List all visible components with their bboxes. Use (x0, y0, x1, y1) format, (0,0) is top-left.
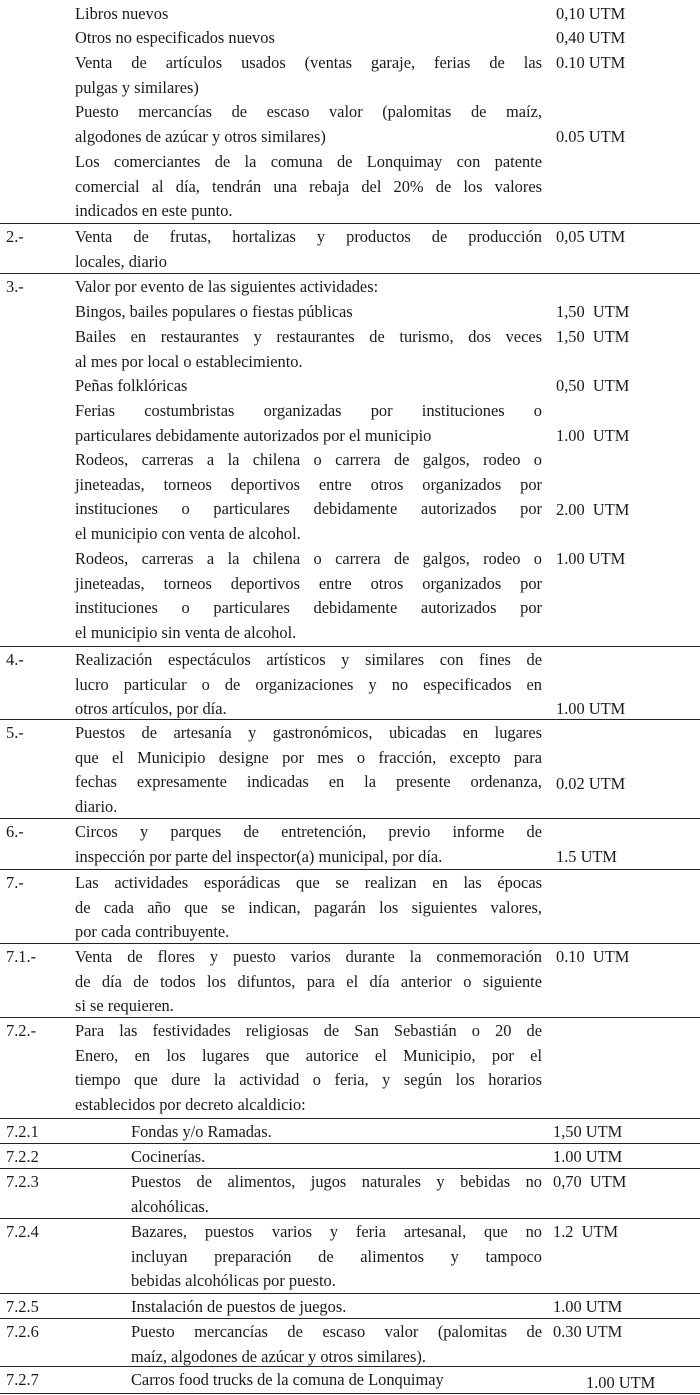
item-description-line: el municipio sin venta de alcohol. (75, 622, 297, 642)
row-divider (0, 818, 700, 819)
row-divider (0, 1218, 700, 1219)
item-value: 0,70 UTM (553, 1172, 627, 1191)
item-number: 7.2.1 (6, 1122, 39, 1141)
item-value: 0,50 UTM (556, 376, 630, 395)
item-description-line: Rodeos, carreras a la chilena o carrera de galgos, rodeo o (75, 450, 542, 469)
item-number: 7.2.4 (6, 1222, 39, 1241)
item-description-line: otros artículos, por día. (75, 699, 227, 719)
item-description-line: Bailes en restaurantes y restaurantes de turismo, dos veces (75, 327, 542, 346)
row-divider (0, 1118, 700, 1119)
item-value: 1.00 UTM (553, 1147, 623, 1166)
item-number: 7.- (6, 873, 24, 892)
item-value: 0,40 UTM (556, 28, 626, 47)
item-value: 0,05 UTM (556, 227, 626, 246)
item-description-line: Instalación de puestos de juegos. (131, 1297, 347, 1316)
item-description-line: Bazares, puestos varios y feria artesanal, que no (131, 1222, 542, 1241)
item-value: 1,50 UTM (553, 1122, 623, 1141)
row-divider (0, 1318, 700, 1319)
item-value: 1.5 UTM (556, 847, 618, 866)
item-description-line: incluyan preparación de alimentos y tampoco (131, 1246, 542, 1266)
item-number: 7.2.5 (6, 1297, 39, 1316)
item-value: 1.00 UTM (556, 549, 626, 568)
item-number: 7.2.6 (6, 1322, 39, 1341)
row-divider (0, 869, 700, 870)
item-value: 0.10 UTM (556, 53, 626, 72)
item-description-line: inspección por parte del inspector(a) municipal, por día. (75, 846, 443, 866)
item-description-line: Fondas y/o Ramadas. (131, 1122, 272, 1141)
item-description-line: Las actividades esporádicas que se realizan en las épocas (75, 873, 542, 892)
item-value: 1,50 UTM (556, 302, 630, 321)
item-description-line: Circos y parques de entretención, previo informe de (75, 822, 542, 841)
item-number: 5.- (6, 723, 24, 742)
item-description-line: Puesto mercancías de escaso valor (palomitas de (131, 1322, 542, 1341)
item-value: 1.00 UTM (556, 699, 626, 718)
item-description-line: Otros no especificados nuevos (75, 28, 275, 47)
item-description-line: maíz, algodones de azúcar y otros similares). (131, 1346, 426, 1366)
item-number: 7.2.- (6, 1021, 37, 1040)
item-description-line: Puestos de alimentos, jugos naturales y bebidas no (131, 1172, 542, 1191)
item-description-line: fechas expresamente indicadas en la presente ordenanza, (75, 772, 542, 792)
item-number: 7.2.2 (6, 1147, 39, 1166)
item-value: 0.05 UTM (556, 127, 626, 146)
item-number: 7.2.7 (6, 1370, 39, 1389)
item-description-line: que el Municipio designe por mes o fracción, excepto para (75, 747, 542, 767)
row-divider (0, 223, 700, 224)
item-description-line: Carros food trucks de la comuna de Lonquimay (131, 1370, 444, 1389)
item-description-line: Realización espectáculos artísticos y similares con fines de (75, 650, 542, 669)
item-description-line: Valor por evento de las siguientes actividades: (75, 277, 379, 296)
item-description-line: Libros nuevos (75, 4, 169, 23)
item-description-line: de cada año que se indican, pagarán los siguientes valores, (75, 897, 542, 917)
row-divider (0, 943, 700, 944)
item-description-line: lucro particular o de organizaciones y no especificados en (75, 674, 542, 694)
item-description-line: Cocinerías. (131, 1147, 206, 1166)
item-number: 3.- (6, 277, 24, 296)
item-description-line: establecidos por decreto alcaldicio: (75, 1094, 306, 1114)
item-description-line: Los comerciantes de la comuna de Lonquimay con patente (75, 152, 542, 171)
item-value: 1.00 UTM (553, 1297, 623, 1316)
item-number: 7.1.- (6, 947, 37, 966)
row-divider (0, 1143, 700, 1144)
row-divider (0, 273, 700, 274)
item-value: 1.00 UTM (586, 1373, 656, 1392)
item-description-line: particulares debidamente autorizados por el municipio (75, 425, 432, 445)
item-description-line: indicados en este punto. (75, 201, 233, 221)
row-divider (0, 646, 700, 647)
item-description-line: alcohólicas. (131, 1196, 209, 1216)
item-description-line: al mes por local o establecimiento. (75, 351, 303, 371)
item-description-line: Puesto mercancías de escaso valor (palomitas de maíz, (75, 102, 542, 121)
item-description-line: Rodeos, carreras a la chilena o carrera de galgos, rodeo o (75, 549, 542, 568)
item-value: 1,50 UTM (556, 327, 630, 346)
item-number: 7.2.3 (6, 1172, 39, 1191)
item-description-line: Venta de artículos usados (ventas garaje, ferias de las (75, 53, 542, 72)
item-value: 0.30 UTM (553, 1322, 623, 1341)
item-value: 1.2 UTM (553, 1222, 619, 1241)
item-description-line: Venta de frutas, hortalizas y productos de producción (75, 227, 542, 246)
item-description-line: jineteadas, torneos deportivos entre otros organizados por (75, 474, 542, 494)
item-number: 2.- (6, 227, 24, 246)
item-description-line: Venta de flores y puesto varios durante la conmemoración (75, 947, 542, 966)
item-description-line: si se requieren. (75, 996, 174, 1016)
item-description-line: por cada contribuyente. (75, 922, 230, 942)
item-description-line: Peñas folklóricas (75, 376, 188, 395)
row-divider (0, 1393, 700, 1394)
row-divider (0, 719, 700, 720)
item-value: 0.10 UTM (556, 947, 630, 966)
item-description-line: comercial al día, tendrán una rebaja del 20% de los valores (75, 176, 542, 196)
item-description-line: instituciones o particulares debidamente autorizados por (75, 598, 542, 618)
item-description-line: instituciones o particulares debidamente autorizados por (75, 499, 542, 519)
item-description-line: Ferias costumbristas organizadas por instituciones o (75, 401, 542, 420)
item-number: 4.- (6, 650, 24, 669)
item-description-line: bebidas alcohólicas por puesto. (131, 1271, 336, 1291)
row-divider (0, 1168, 700, 1169)
row-divider (0, 1017, 700, 1018)
row-divider (0, 1293, 700, 1294)
item-description-line: de día de todos los difuntos, para el día anterior o siguiente (75, 971, 542, 991)
item-description-line: tiempo que dure la actividad o feria, y según los horarios (75, 1070, 542, 1090)
item-description-line: algodones de azúcar y otros similares) (75, 126, 326, 146)
item-description-line: el municipio con venta de alcohol. (75, 523, 301, 543)
item-description-line: pulgas y similares) (75, 77, 199, 97)
item-description-line: Para las festividades religiosas de San Sebastián o 20 de (75, 1021, 542, 1040)
item-description-line: locales, diario (75, 251, 167, 271)
item-description-line: jineteadas, torneos deportivos entre otros organizados por (75, 573, 542, 593)
item-description-line: Bingos, bailes populares o fiestas públicas (75, 302, 353, 321)
item-number: 6.- (6, 822, 24, 841)
item-value: 0,10 UTM (556, 4, 626, 23)
item-value: 2.00 UTM (556, 500, 630, 519)
item-value: 0.02 UTM (556, 774, 626, 793)
item-description-line: Enero, en los lugares que autorice el Municipio, por el (75, 1045, 542, 1065)
item-description-line: Puestos de artesanía y gastronómicos, ubicadas en lugares (75, 723, 542, 742)
item-description-line: diario. (75, 796, 118, 816)
item-value: 1.00 UTM (556, 426, 630, 445)
row-divider (0, 1366, 700, 1367)
